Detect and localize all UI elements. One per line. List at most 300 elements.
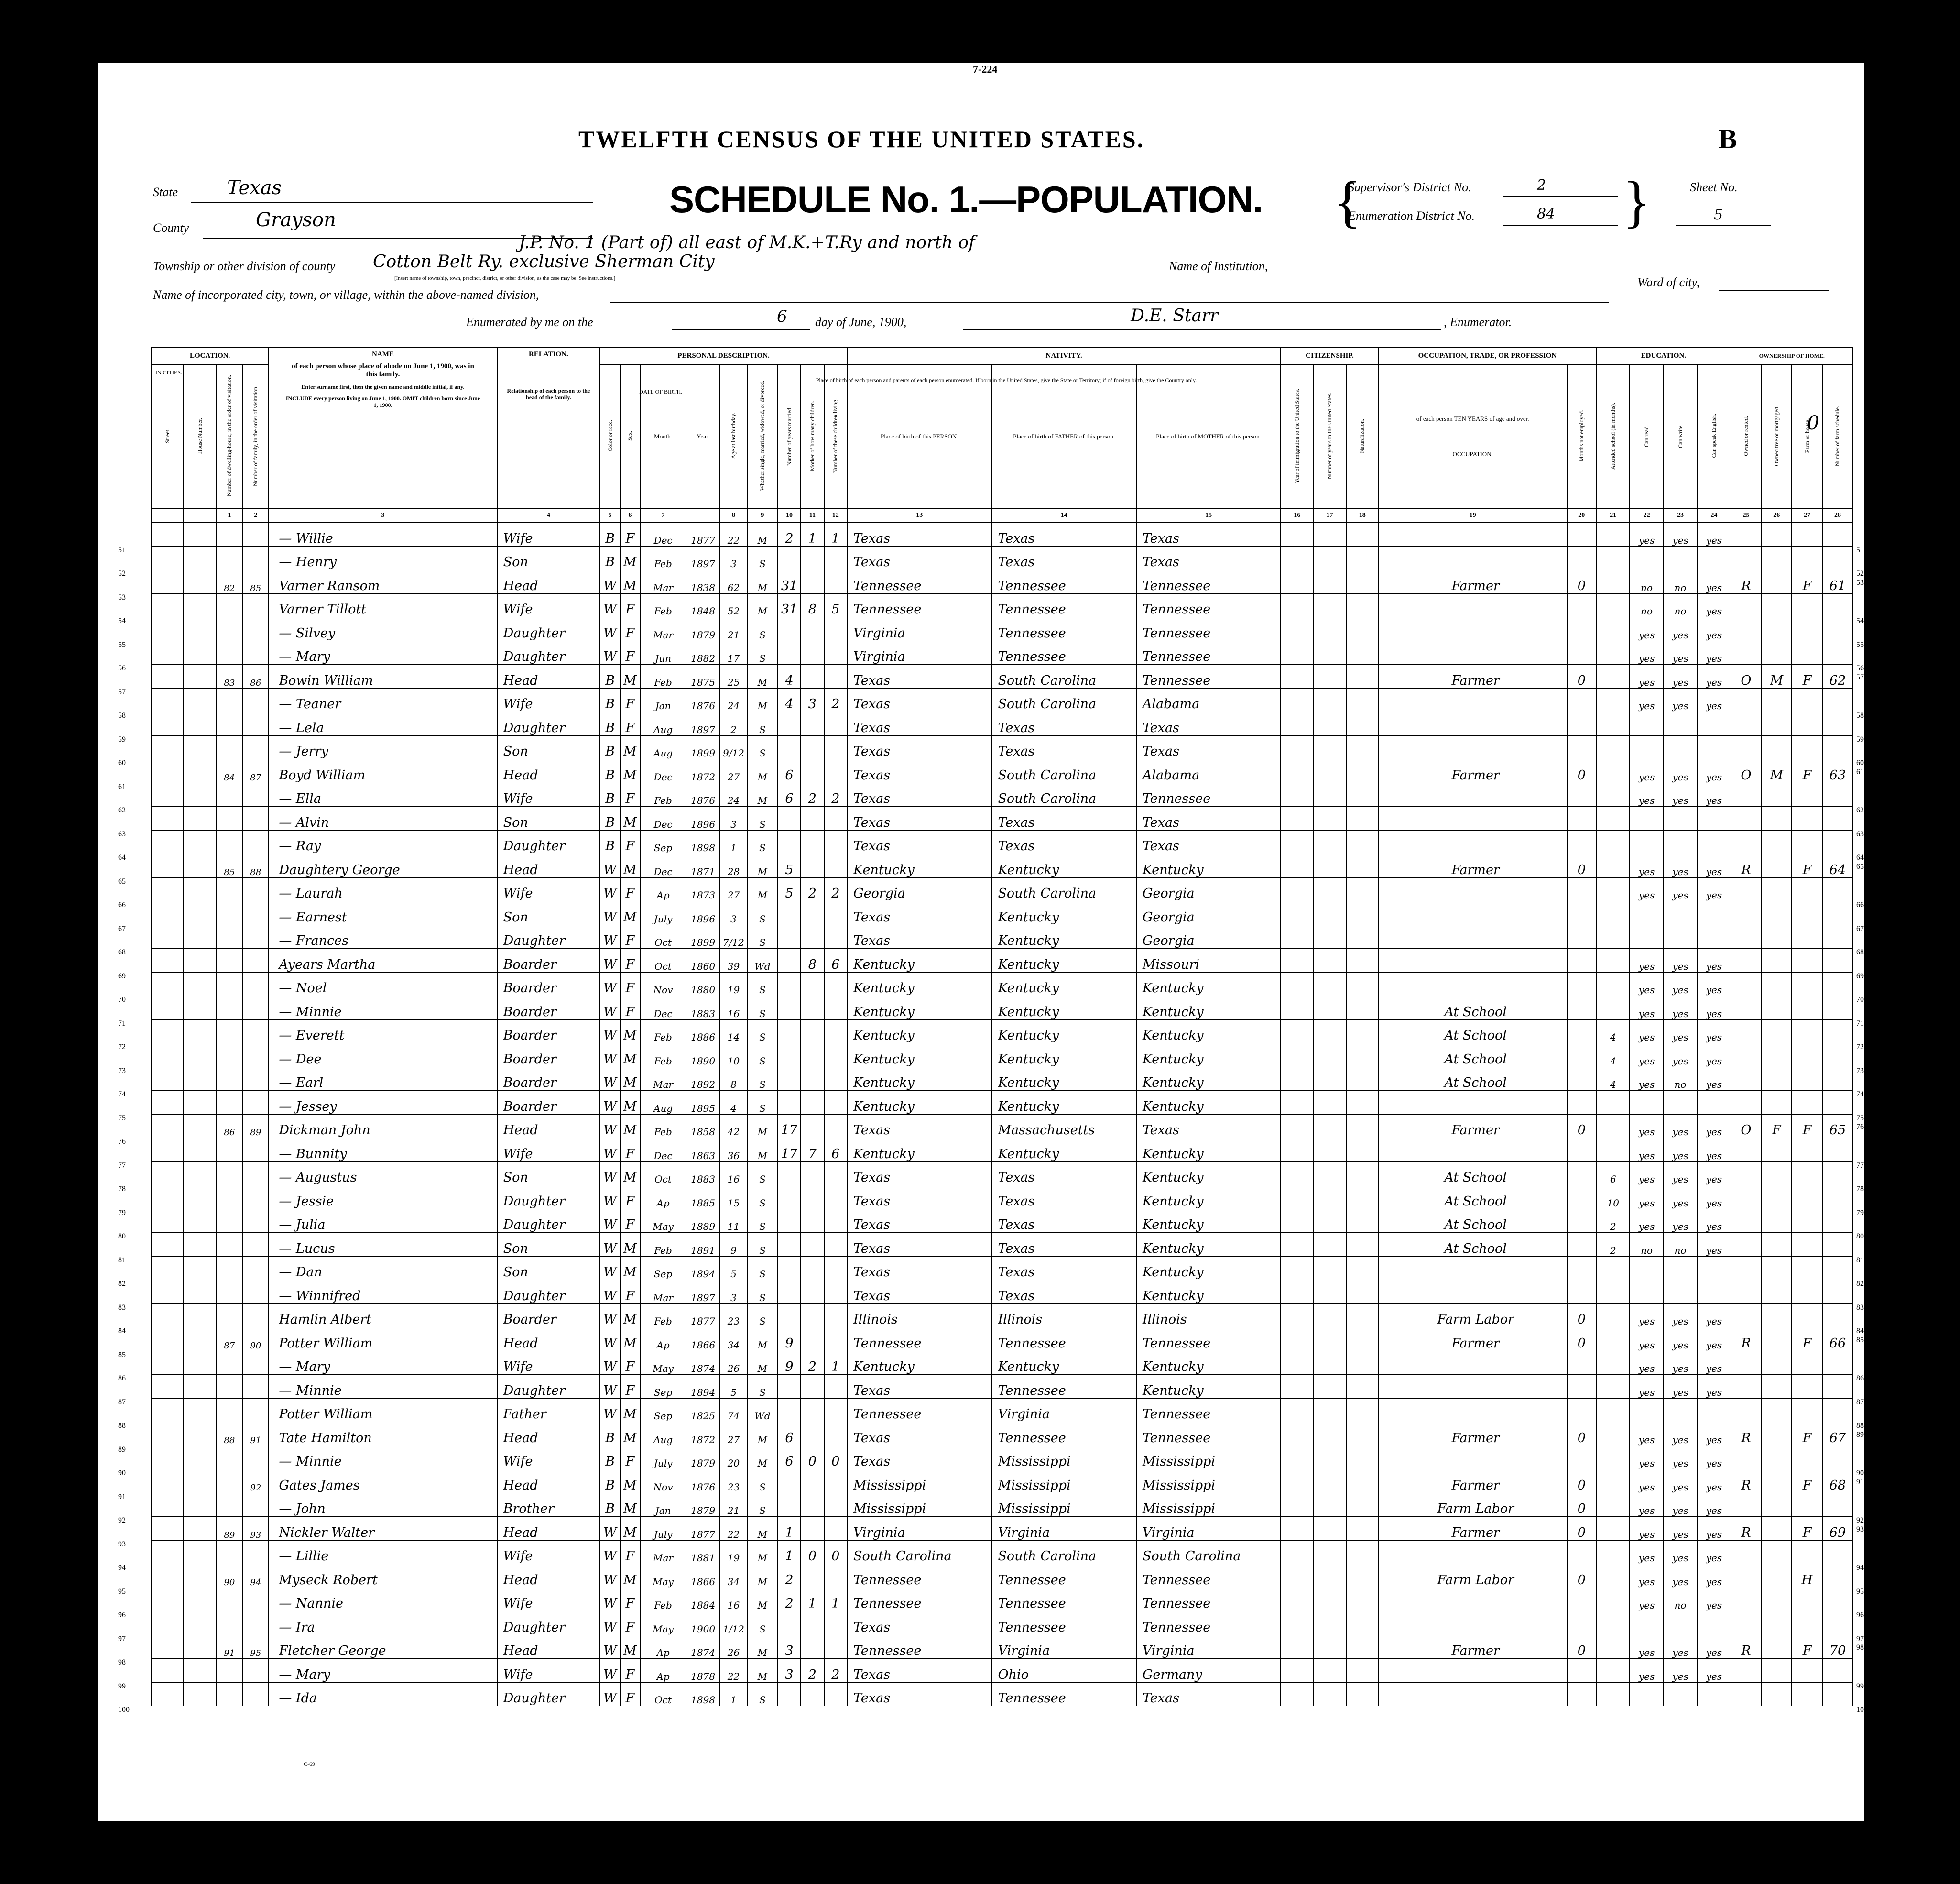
cell-empty	[184, 1114, 216, 1138]
cell-empty	[1281, 1233, 1313, 1257]
cell-mother-birth: Georgia	[1136, 925, 1281, 949]
cell-english: yes	[1697, 1209, 1731, 1233]
cell-read: yes	[1630, 1635, 1663, 1659]
census-row	[151, 617, 1853, 641]
cell-owned	[1731, 949, 1762, 973]
cell-free	[1761, 1185, 1792, 1209]
cell-read: yes	[1630, 1659, 1663, 1683]
cell-schedule	[1822, 522, 1864, 554]
cell-mother-birth: Missouri	[1136, 949, 1281, 973]
cell-english	[1697, 735, 1731, 759]
cell-empty	[184, 1446, 216, 1469]
cell-color: W	[600, 1635, 620, 1659]
column-number: 28	[1822, 509, 1853, 522]
cell-mother-birth: Texas	[1136, 1114, 1281, 1138]
district-brace-right: }	[1623, 170, 1651, 233]
line-number-left: 71	[118, 1019, 126, 1028]
line-number-right: 85	[1856, 1336, 1864, 1344]
cell-sex: M	[620, 1067, 640, 1091]
cell-mother	[801, 972, 824, 996]
cell-empty	[1346, 1540, 1379, 1564]
cell-month: Feb	[640, 1303, 686, 1327]
cell-age: 42	[720, 1114, 747, 1138]
cell-month: July	[640, 1517, 686, 1541]
cell-year: 1891	[686, 1233, 719, 1257]
cell-school	[1596, 1256, 1630, 1280]
cell-occupation: Farmer	[1379, 665, 1567, 689]
line-number-right: 93	[1856, 1525, 1864, 1533]
cell-name: — Willie	[269, 522, 497, 546]
cell-owned	[1731, 1256, 1762, 1280]
sex-header: Sex.	[620, 364, 640, 509]
cell-family	[242, 1185, 269, 1209]
cell-month: Oct	[640, 925, 686, 949]
state-value: Texas	[227, 177, 282, 199]
cell-family: 86	[242, 665, 269, 689]
cell-free	[1761, 1611, 1792, 1635]
date-of-birth-label: DATE OF BIRTH.	[639, 388, 683, 395]
cell-color: B	[600, 665, 620, 689]
marital-header: Whether single, married, widowed, or divorced.	[747, 364, 778, 509]
cell-years-married	[778, 830, 801, 854]
cell-month: Jan	[640, 1493, 686, 1517]
cell-farm: F	[1792, 570, 1822, 594]
township-value-line2: Cotton Belt Ry. exclusive Sherman City	[373, 252, 715, 272]
cell-owned	[1731, 641, 1762, 665]
cell-english: yes	[1697, 759, 1731, 783]
cell-relation: Wife	[497, 593, 600, 617]
cell-farm: H	[1792, 1564, 1822, 1588]
cell-free	[1761, 1375, 1792, 1399]
cell-empty	[1313, 1138, 1346, 1162]
cell-owned	[1731, 830, 1762, 854]
census-row	[151, 1635, 1853, 1659]
cell-owned	[1731, 1280, 1762, 1304]
cell-empty	[1313, 830, 1346, 854]
cell-occupation	[1379, 1540, 1567, 1564]
cell-family	[242, 1611, 269, 1635]
cell-empty	[184, 830, 216, 854]
cell-birth: Texas	[847, 735, 991, 759]
cell-birth: Texas	[847, 1611, 991, 1635]
cell-empty	[1346, 854, 1379, 878]
cell-relation: Daughter	[497, 1682, 600, 1706]
cell-relation: Wife	[497, 877, 600, 901]
cell-farm	[1792, 617, 1822, 641]
cell-empty	[184, 1209, 216, 1233]
cell-marital: S	[747, 1067, 778, 1091]
cell-father-birth: Kentucky	[991, 901, 1136, 925]
cell-father-birth: Tennessee	[991, 641, 1136, 665]
cell-sex: F	[620, 1540, 640, 1564]
cell-empty	[184, 1588, 216, 1611]
cell-father-birth: Texas	[991, 522, 1136, 546]
cell-color: W	[600, 1209, 620, 1233]
cell-free	[1761, 1351, 1792, 1375]
cell-write: yes	[1664, 1138, 1697, 1162]
cell-birth: Kentucky	[847, 1043, 991, 1067]
line-number-left: 80	[118, 1232, 126, 1240]
cell-years-married: 2	[778, 1588, 801, 1611]
cell-occupation: Farmer	[1379, 1114, 1567, 1138]
cell-empty	[1313, 1067, 1346, 1091]
cell-empty	[1313, 1422, 1346, 1446]
cell-father-birth: Kentucky	[991, 854, 1136, 878]
cell-living: 5	[824, 593, 847, 617]
cell-years-married	[778, 1043, 801, 1067]
cell-mother	[801, 1635, 824, 1659]
cell-living	[824, 617, 847, 641]
cell-empty	[184, 1067, 216, 1091]
cell-relation: Daughter	[497, 617, 600, 641]
cell-empty	[1313, 1611, 1346, 1635]
cell-farm	[1792, 1303, 1822, 1327]
cell-occupation: At School	[1379, 1043, 1567, 1067]
cell-sex: M	[620, 854, 640, 878]
cell-year: 1848	[686, 593, 719, 617]
cell-read: yes	[1630, 759, 1663, 783]
cell-name: — John	[269, 1493, 497, 1517]
cell-dwelling: 90	[216, 1564, 242, 1588]
line-number-left: 94	[118, 1564, 126, 1572]
cell-write	[1664, 735, 1697, 759]
cell-age: 14	[720, 1019, 747, 1043]
cell-free	[1761, 901, 1792, 925]
cell-empty	[1346, 1280, 1379, 1304]
cell-empty	[184, 877, 216, 901]
cell-free	[1761, 617, 1792, 641]
cell-mother	[801, 735, 824, 759]
cell-empty	[1281, 1327, 1313, 1351]
cell-mother-birth: Kentucky	[1136, 1067, 1281, 1091]
line-number-right: 91	[1856, 1478, 1864, 1486]
line-number-left: 62	[118, 806, 126, 814]
cell-month: May	[640, 1209, 686, 1233]
line-number-left: 55	[118, 640, 126, 649]
cell-relation: Head	[497, 1469, 600, 1493]
cell-read: yes	[1630, 1517, 1663, 1541]
cell-unemployed: 0	[1567, 1114, 1597, 1138]
cell-dwelling: 86	[216, 1114, 242, 1138]
cell-write	[1664, 925, 1697, 949]
cell-free	[1761, 854, 1792, 878]
cell-year: 1890	[686, 1043, 719, 1067]
cell-owned	[1731, 1209, 1762, 1233]
cell-empty	[184, 1564, 216, 1588]
cell-english: yes	[1697, 996, 1731, 1020]
cell-relation: Brother	[497, 1493, 600, 1517]
cell-read	[1630, 1611, 1663, 1635]
cell-age: 27	[720, 1422, 747, 1446]
cell-owned	[1731, 1185, 1762, 1209]
cell-birth: Virginia	[847, 617, 991, 641]
cell-unemployed	[1567, 1161, 1597, 1185]
cell-mother	[801, 1469, 824, 1493]
cell-empty	[1281, 949, 1313, 973]
supervisor-label: Supervisor's District No.	[1348, 180, 1471, 194]
cell-marital: S	[747, 1233, 778, 1257]
cell-year: 1877	[686, 1517, 719, 1541]
cell-schedule-value: 70	[1829, 1643, 1846, 1658]
cell-relation: Wife	[497, 1540, 600, 1564]
cell-school	[1596, 1517, 1630, 1541]
line-number-left: 53	[118, 593, 126, 602]
cell-empty	[1313, 854, 1346, 878]
census-row	[151, 1019, 1853, 1043]
cell-year: 1881	[686, 1540, 719, 1564]
cell-occupation	[1379, 949, 1567, 973]
cell-dwelling	[216, 735, 242, 759]
cell-occupation	[1379, 972, 1567, 996]
cell-name: — Lillie	[269, 1540, 497, 1564]
cell-dwelling	[216, 901, 242, 925]
cell-years-married: 1	[778, 1517, 801, 1541]
cell-occupation	[1379, 688, 1567, 712]
line-number-left: 97	[118, 1634, 126, 1643]
cell-living: 2	[824, 688, 847, 712]
cell-relation: Daughter	[497, 641, 600, 665]
cell-schedule	[1822, 877, 1864, 909]
cell-family	[242, 1375, 269, 1399]
cell-farm	[1792, 901, 1822, 925]
cell-father-birth: Ohio	[991, 1659, 1136, 1683]
cell-read: yes	[1630, 1422, 1663, 1446]
cell-empty	[1313, 1588, 1346, 1611]
cell-empty	[1313, 1185, 1346, 1209]
cell-english: yes	[1697, 1375, 1731, 1399]
cell-free	[1761, 783, 1792, 807]
cell-mother-birth: Kentucky	[1136, 1019, 1281, 1043]
cell-dwelling	[216, 783, 242, 807]
cell-farm	[1792, 593, 1822, 617]
cell-father-birth: Texas	[991, 735, 1136, 759]
cell-empty	[1281, 1114, 1313, 1138]
cell-marital: M	[747, 593, 778, 617]
cell-empty	[1281, 972, 1313, 996]
cell-empty	[1346, 949, 1379, 973]
cell-living: 6	[824, 949, 847, 973]
census-row	[151, 972, 1853, 996]
cell-empty	[1313, 570, 1346, 594]
cell-living	[824, 1517, 847, 1541]
cell-color: W	[600, 1233, 620, 1257]
birth-mother-header: Place of birth of MOTHER of this person.	[1136, 364, 1281, 509]
cell-years-married	[778, 617, 801, 641]
column-number: 21	[1596, 509, 1630, 522]
line-number-right: 69	[1856, 972, 1864, 980]
cell-living	[824, 665, 847, 689]
cell-empty	[1281, 1469, 1313, 1493]
cell-free	[1761, 1517, 1792, 1541]
cell-sex: M	[620, 1327, 640, 1351]
cell-mother-birth: Georgia	[1136, 877, 1281, 901]
cell-father-birth: Texas	[991, 1256, 1136, 1280]
cell-unemployed	[1567, 1398, 1597, 1422]
cell-color: W	[600, 1043, 620, 1067]
cell-empty	[1281, 1209, 1313, 1233]
cell-name: — Julia	[269, 1209, 497, 1233]
cell-unemployed	[1567, 830, 1597, 854]
cell-farm	[1792, 1351, 1822, 1375]
cell-unemployed	[1567, 1659, 1597, 1683]
cell-marital: M	[747, 1351, 778, 1375]
cell-school	[1596, 1422, 1630, 1446]
cell-occupation	[1379, 1351, 1567, 1375]
cell-relation: Daughter	[497, 712, 600, 736]
cell-empty	[1346, 1398, 1379, 1422]
cell-farm	[1792, 1280, 1822, 1304]
line-number-left: 66	[118, 901, 126, 909]
cell-mother-birth: Kentucky	[1136, 1375, 1281, 1399]
cell-english: yes	[1697, 688, 1731, 712]
cell-living	[824, 1564, 847, 1588]
cell-name: — Earl	[269, 1067, 497, 1091]
line-number-right: 73	[1856, 1066, 1864, 1075]
cell-empty	[1313, 1209, 1346, 1233]
cell-owned	[1731, 1682, 1762, 1706]
cell-age: 52	[720, 593, 747, 617]
cell-occupation	[1379, 1256, 1567, 1280]
column-number: 18	[1346, 509, 1379, 522]
cell-name: — Minnie	[269, 996, 497, 1020]
cell-school	[1596, 1375, 1630, 1399]
cell-name: Daughtery George	[269, 854, 497, 878]
cell-mother	[801, 1611, 824, 1635]
cell-sex: M	[620, 1161, 640, 1185]
cell-relation: Son	[497, 901, 600, 925]
cell-year: 1895	[686, 1091, 719, 1115]
cell-dwelling	[216, 996, 242, 1020]
cell-unemployed	[1567, 712, 1597, 736]
cell-school	[1596, 996, 1630, 1020]
cell-empty	[1346, 1185, 1379, 1209]
cell-free	[1761, 1446, 1792, 1469]
cell-name: — Mary	[269, 1351, 497, 1375]
cell-free	[1761, 1280, 1792, 1304]
cell-owned	[1731, 1611, 1762, 1635]
cell-color: W	[600, 1351, 620, 1375]
cell-living	[824, 996, 847, 1020]
cell-english	[1697, 1611, 1731, 1635]
cell-unemployed: 0	[1567, 570, 1597, 594]
cell-unemployed	[1567, 949, 1597, 973]
cell-name: Boyd William	[269, 759, 497, 783]
line-number-right: 64	[1856, 854, 1864, 862]
cell-owned	[1731, 877, 1762, 901]
cell-occupation: Farmer	[1379, 1327, 1567, 1351]
cell-mother: 0	[801, 1446, 824, 1469]
cell-family	[242, 593, 269, 617]
cell-dwelling	[216, 949, 242, 973]
cell-name: — Bunnity	[269, 1138, 497, 1162]
color-header: Color or race.	[600, 364, 620, 509]
cell-empty	[1346, 1351, 1379, 1375]
cell-mother	[801, 1280, 824, 1304]
cell-schedule	[1822, 1493, 1864, 1524]
cell-year: 1879	[686, 1446, 719, 1469]
cell-birth: Kentucky	[847, 1067, 991, 1091]
cell-read: yes	[1630, 1493, 1663, 1517]
census-row	[151, 1091, 1853, 1115]
cell-dwelling	[216, 1303, 242, 1327]
cell-mother-birth: Tennessee	[1136, 1611, 1281, 1635]
cell-birth: Texas	[847, 830, 991, 854]
census-row	[151, 830, 1853, 854]
cell-year: 1878	[686, 1659, 719, 1683]
cell-owned	[1731, 807, 1762, 831]
township-instruction: [Insert name of township, town, precinct, district, or other division, as the case may be. See instructions.]	[394, 275, 616, 281]
cell-birth: Texas	[847, 783, 991, 807]
cell-farm	[1792, 830, 1822, 854]
cell-mother	[801, 830, 824, 854]
cell-color: W	[600, 1564, 620, 1588]
cell-birth: Kentucky	[847, 1019, 991, 1043]
cell-school	[1596, 1351, 1630, 1375]
cell-age: 34	[720, 1327, 747, 1351]
cell-dwelling	[216, 641, 242, 665]
cell-schedule-value: 66	[1829, 1336, 1846, 1351]
cell-unemployed	[1567, 996, 1597, 1020]
cell-dwelling	[216, 830, 242, 854]
family-number-header: Number of family, in the order of visitation.	[242, 364, 269, 509]
cell-read: yes	[1630, 1588, 1663, 1611]
cell-relation: Wife	[497, 1138, 600, 1162]
cell-age: 22	[720, 1517, 747, 1541]
name-enter-instruction: Enter surname first, then the given name and middle initial, if any.	[301, 383, 465, 390]
cell-marital: S	[747, 1375, 778, 1399]
cell-color: W	[600, 1256, 620, 1280]
census-row	[151, 688, 1853, 712]
line-number-left: 87	[118, 1398, 126, 1406]
cell-farm	[1792, 688, 1822, 712]
cell-empty	[1346, 1469, 1379, 1493]
cell-living	[824, 1375, 847, 1399]
cell-mother-birth: Texas	[1136, 807, 1281, 831]
cell-empty	[1313, 1233, 1346, 1257]
cell-relation: Daughter	[497, 925, 600, 949]
cell-empty	[1313, 1327, 1346, 1351]
cell-school: 4	[1596, 1019, 1630, 1043]
cell-unemployed	[1567, 1682, 1597, 1706]
cell-sex: F	[620, 877, 640, 901]
immigration-year-header: Year of immigration to the United States.	[1281, 364, 1313, 509]
cell-marital: S	[747, 1185, 778, 1209]
personal-group-header: PERSONAL DESCRIPTION.	[600, 347, 847, 364]
enumeration-label: Enumeration District No.	[1348, 209, 1475, 223]
cell-color: W	[600, 1611, 620, 1635]
cell-occupation: Farmer	[1379, 1517, 1567, 1541]
cell-empty	[1281, 1493, 1313, 1517]
cell-mother	[801, 901, 824, 925]
line-number-right: 66	[1856, 901, 1864, 909]
cell-occupation	[1379, 593, 1567, 617]
cell-free	[1761, 735, 1792, 759]
cell-read	[1630, 1398, 1663, 1422]
cell-read: yes	[1630, 1043, 1663, 1067]
cell-sex: M	[620, 1398, 640, 1422]
cell-empty	[1313, 735, 1346, 759]
cell-family	[242, 522, 269, 546]
cell-color: B	[600, 1493, 620, 1517]
cell-relation: Head	[497, 570, 600, 594]
cell-schedule	[1822, 854, 1864, 878]
cell-schedule-value: 64	[1829, 862, 1846, 877]
cell-year: 1883	[686, 996, 719, 1020]
column-number: 9	[747, 509, 778, 522]
cell-dwelling	[216, 1398, 242, 1422]
census-row	[151, 1493, 1853, 1517]
census-row	[151, 1446, 1853, 1469]
